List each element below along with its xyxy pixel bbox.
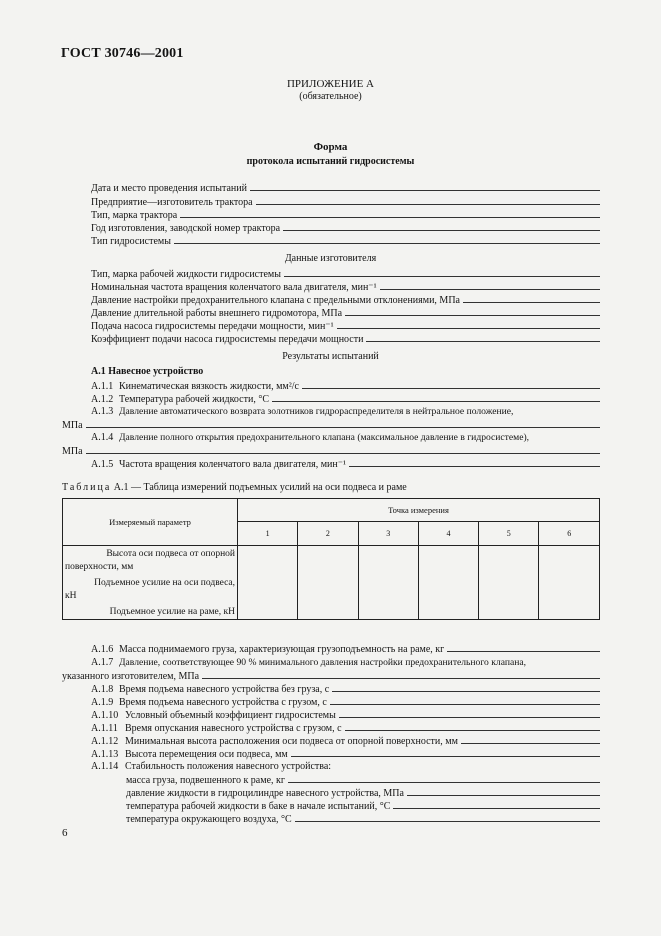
fill-in-line[interactable] <box>339 708 600 718</box>
fill-in-line[interactable] <box>380 280 600 290</box>
fill-in-line[interactable] <box>288 773 600 783</box>
fill-in-line[interactable] <box>407 786 600 796</box>
field-line <box>91 267 600 281</box>
subitem-line <box>126 786 600 800</box>
fill-in-line[interactable] <box>349 457 600 467</box>
item-line <box>91 708 600 722</box>
points-header: Точка измерения <box>238 499 600 522</box>
field-line <box>91 181 600 195</box>
subitem-text: температура окружающего воздуха, °С <box>126 814 292 825</box>
page-number: 6 <box>62 827 68 839</box>
appendix-subtitle: (обязательное) <box>299 91 362 102</box>
item-line <box>91 457 600 471</box>
item-number: А.1.11 <box>91 723 118 734</box>
subitem-line <box>126 773 600 787</box>
field-line <box>91 319 600 333</box>
data-cell[interactable] <box>298 546 358 620</box>
fill-in-line[interactable] <box>345 306 600 316</box>
subitem-text: давление жидкости в гидроцилиндре навесного устройства, МПа <box>126 788 404 799</box>
point-header-cell: 4 <box>418 522 478 546</box>
fill-in-line[interactable] <box>461 734 600 744</box>
item-text: Давление автоматического возврата золотников гидрораспределителя в нейтральное положение, <box>119 406 514 417</box>
item-number: А.1.2 <box>91 394 114 405</box>
param-label: Подъемное усилие на оси подвеса, <box>94 578 235 588</box>
item-text: Частота вращения коленчатого вала двигателя, мин⁻¹ <box>119 459 347 470</box>
fill-in-line[interactable] <box>302 379 600 389</box>
item-line <box>91 656 600 669</box>
item-line-continuation <box>62 418 600 432</box>
item-number: А.1.12 <box>91 736 119 747</box>
fill-in-line[interactable] <box>366 332 600 342</box>
field-line <box>91 332 600 346</box>
field-line <box>91 221 600 235</box>
appendix-title: ПРИЛОЖЕНИЕ А <box>286 78 374 90</box>
field-line <box>91 306 600 320</box>
item-number: А.1.14 <box>91 761 119 772</box>
field-label: Тип гидросистемы <box>91 236 171 247</box>
table-caption <box>62 482 407 493</box>
item-text: Условный объемный коэффициент гидросистемы <box>125 710 336 721</box>
param-header: Измеряемый параметр <box>63 499 238 546</box>
item-text: Время подъема навесного устройства без груза, с <box>119 684 330 695</box>
table-body-row <box>63 546 600 620</box>
item-number: А.1.8 <box>91 684 114 695</box>
item-text: Давление, соответствующее 90 % минимального давления настройки предохранительного клапана, <box>119 657 527 668</box>
field-line <box>91 293 600 307</box>
table-caption-prefix: Таблица <box>62 482 112 493</box>
item-text: Кинематическая вязкость жидкости, мм²/с <box>119 381 299 392</box>
fill-in-line[interactable] <box>86 444 600 454</box>
subitem-text: масса груза, подвешенного к раме, кг <box>126 775 285 786</box>
data-cell[interactable] <box>358 546 418 620</box>
section-title-results: Результаты испытаний <box>282 351 379 362</box>
point-header-cell: 1 <box>238 522 298 546</box>
fill-in-line[interactable] <box>174 234 600 244</box>
subitem-line <box>126 799 600 813</box>
item-line <box>91 431 600 444</box>
point-header-cell: 3 <box>358 522 418 546</box>
item-number: А.1.6 <box>91 644 114 655</box>
param-label: поверхности, мм <box>65 561 134 572</box>
field-label: Подача насоса гидросистемы передачи мощности, мин⁻¹ <box>91 321 334 332</box>
field-label: Тип, марка рабочей жидкости гидросистемы <box>91 269 281 280</box>
item-text: Масса поднимаемого груза, характеризующая грузоподъемность на раме, кг <box>119 644 445 655</box>
form-subtitle: протокола испытаний гидросистемы <box>246 156 415 167</box>
fill-in-line[interactable] <box>283 221 600 231</box>
item-line <box>91 760 600 773</box>
fill-in-line[interactable] <box>337 319 600 329</box>
item-line <box>91 695 600 709</box>
data-cell[interactable] <box>479 546 539 620</box>
item-line <box>91 734 600 748</box>
item-line <box>91 642 600 656</box>
item-text: Время опускания навесного устройства с грузом, с <box>125 723 342 734</box>
item-number: А.1.7 <box>91 657 114 668</box>
item-number: А.1.5 <box>91 459 114 470</box>
item-text: Высота перемещения оси подвеса, мм <box>125 749 288 760</box>
measurement-table <box>62 498 600 620</box>
item-text: Температура рабочей жидкости, °С <box>119 394 270 405</box>
point-header-cell: 2 <box>298 522 358 546</box>
field-line <box>91 234 600 248</box>
fill-in-line[interactable] <box>272 392 600 402</box>
item-number: А.1.10 <box>91 710 119 721</box>
item-line <box>91 392 600 406</box>
item-line <box>91 379 600 393</box>
data-cell[interactable] <box>238 546 298 620</box>
field-label: Коэффициент подачи насоса гидросистемы передачи мощности <box>91 334 364 345</box>
field-line <box>91 280 600 294</box>
point-header-cell: 6 <box>539 522 600 546</box>
item-number: А.1.13 <box>91 749 119 760</box>
subitem-text: температура рабочей жидкости в баке в начале испытаний, °С <box>126 801 391 812</box>
form-title: Форма <box>313 141 348 153</box>
fill-in-line[interactable] <box>463 293 600 303</box>
item-line <box>91 721 600 735</box>
field-label: Дата и место проведения испытаний <box>91 183 247 194</box>
item-line <box>91 405 600 418</box>
item-text: Давление полного открытия предохранительного клапана (максимальное давление в гидросистеме), <box>119 432 530 443</box>
table-caption-text: А.1 — Таблица измерений подъемных усилий на оси подвеса и раме <box>113 482 407 493</box>
field-label: Тип, марка трактора <box>91 210 178 221</box>
fill-in-line[interactable] <box>332 682 600 692</box>
item-number: А.1.3 <box>91 406 114 417</box>
field-label: Предприятие—изготовитель трактора <box>91 197 253 208</box>
fill-in-line[interactable] <box>291 747 600 757</box>
item-number: А.1.4 <box>91 432 114 443</box>
item-number: А.1.9 <box>91 697 114 708</box>
fill-in-line[interactable] <box>284 267 600 277</box>
item-line <box>91 682 600 696</box>
data-cell[interactable] <box>418 546 478 620</box>
fill-in-line[interactable] <box>202 669 600 679</box>
point-header-cell: 5 <box>479 522 539 546</box>
item-line-continuation <box>62 444 600 458</box>
param-label: кН <box>65 590 77 601</box>
field-line <box>91 195 600 209</box>
item-text: Минимальная высота расположения оси подвеса от опорной поверхности, мм <box>125 736 458 747</box>
fill-in-line[interactable] <box>345 721 600 731</box>
param-label: Высота оси подвеса от опорной <box>106 549 235 559</box>
fill-in-line[interactable] <box>86 418 600 428</box>
field-label: Номинальная частота вращения коленчатого вала двигателя, мин⁻¹ <box>91 282 377 293</box>
item-text: Время подъема навесного устройства с грузом, с <box>119 697 327 708</box>
field-label: Давление длительной работы внешнего гидромотора, МПа <box>91 308 343 319</box>
item-text: указанного изготовителем, МПа <box>62 671 200 682</box>
item-text: МПа <box>62 420 83 431</box>
field-label: Давление настройки предохранительного клапана с предельными отклонениями, МПа <box>91 295 460 306</box>
fill-in-line[interactable] <box>295 812 600 822</box>
item-line-continuation <box>62 669 600 683</box>
fill-in-line[interactable] <box>250 181 600 191</box>
param-cell <box>63 546 238 620</box>
item-text: МПа <box>62 446 83 457</box>
document-header: ГОСТ 30746—2001 <box>61 46 184 61</box>
item-line <box>91 747 600 761</box>
fill-in-line[interactable] <box>256 195 600 205</box>
fill-in-line[interactable] <box>180 208 600 218</box>
fill-in-line[interactable] <box>393 799 600 809</box>
subitem-line <box>126 812 600 826</box>
field-label: Год изготовления, заводской номер трактора <box>91 223 281 234</box>
item-text: Стабильность положения навесного устройства: <box>125 761 332 772</box>
fill-in-line[interactable] <box>330 695 600 705</box>
data-cell[interactable] <box>539 546 600 620</box>
section-title-manufacturer: Данные изготовителя <box>284 253 377 264</box>
param-label: Подъемное усилие на раме, кН <box>109 607 235 617</box>
item-number: А.1.1 <box>91 381 114 392</box>
field-line <box>91 208 600 222</box>
subsection-title: А.1 Навесное устройство <box>91 366 204 377</box>
fill-in-line[interactable] <box>447 642 600 652</box>
